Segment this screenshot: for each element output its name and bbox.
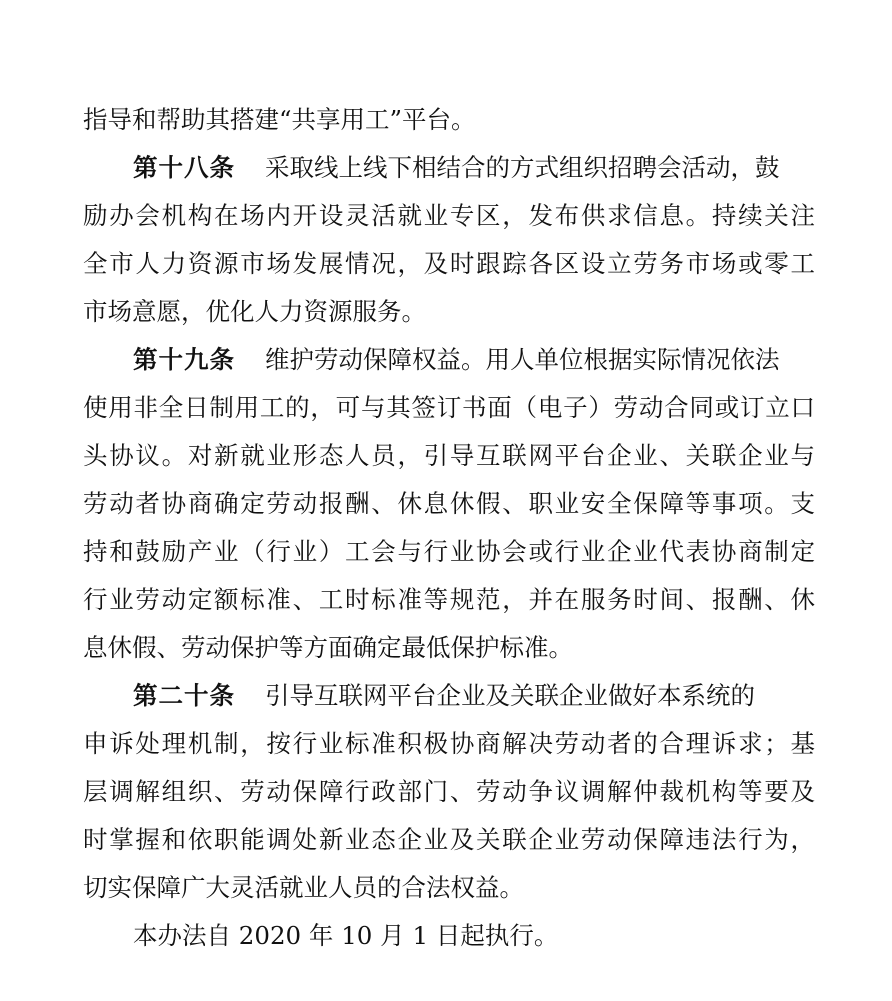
text-line-15: 层调解组织、劳动保障行政部门、劳动争议调解仲裁机构等要及 [83,777,815,806]
text-line-14: 申诉处理机制，按行业标准积极协商解决劳动者的合理诉求；基 [83,729,815,758]
text-line-10: 持和鼓励产业（行业）工会与行业协会或行业企业代表协商制定 [83,537,815,566]
article-19-label: 第十九条 [133,345,235,374]
article-18-text: 采取线上线下相结合的方式组织招聘会活动，鼓 [265,153,780,182]
text-line-11: 行业劳动定额标准、工时标准等规范，并在服务时间、报酬、休 [83,585,815,614]
text-line-12: 息休假、劳动保护等方面确定最低保护标准。 [83,633,573,662]
text-line-1: 指导和帮助其搭建“共享用工”平台。 [83,105,476,134]
article-18-label: 第十八条 [133,153,235,182]
article-20-first-line [133,676,815,716]
article-19-first-line [133,340,815,380]
article-18-first-line [133,148,815,188]
article-19-text: 维护劳动保障权益。用人单位根据实际情况依法 [265,345,780,374]
text-line-4: 全市人力资源市场发展情况，及时跟踪各区设立劳务市场或零工 [83,249,815,278]
article-20-text: 引导互联网平台企业及关联企业做好本系统的 [265,681,755,710]
text-line-3: 励办会机构在场内开设灵活就业专区，发布供求信息。持续关注 [83,201,815,230]
text-line-17: 切实保障广大灵活就业人员的合法权益。 [83,873,524,902]
article-20-label: 第二十条 [133,681,235,710]
text-line-16: 时掌握和依职能调处新业态企业及关联企业劳动保障违法行为， [83,825,815,854]
effective-date-line: 本办法自 2020 年 10 月 1 日起执行。 [133,921,559,950]
text-line-9: 劳动者协商确定劳动报酬、休息休假、职业安全保障等事项。支 [83,489,815,518]
text-line-8: 头协议。对新就业形态人员，引导互联网平台企业、关联企业与 [83,441,815,470]
text-line-5: 市场意愿，优化人力资源服务。 [83,297,426,326]
text-line-7: 使用非全日制用工的，可与其签订书面（电子）劳动合同或订立口 [83,393,815,422]
